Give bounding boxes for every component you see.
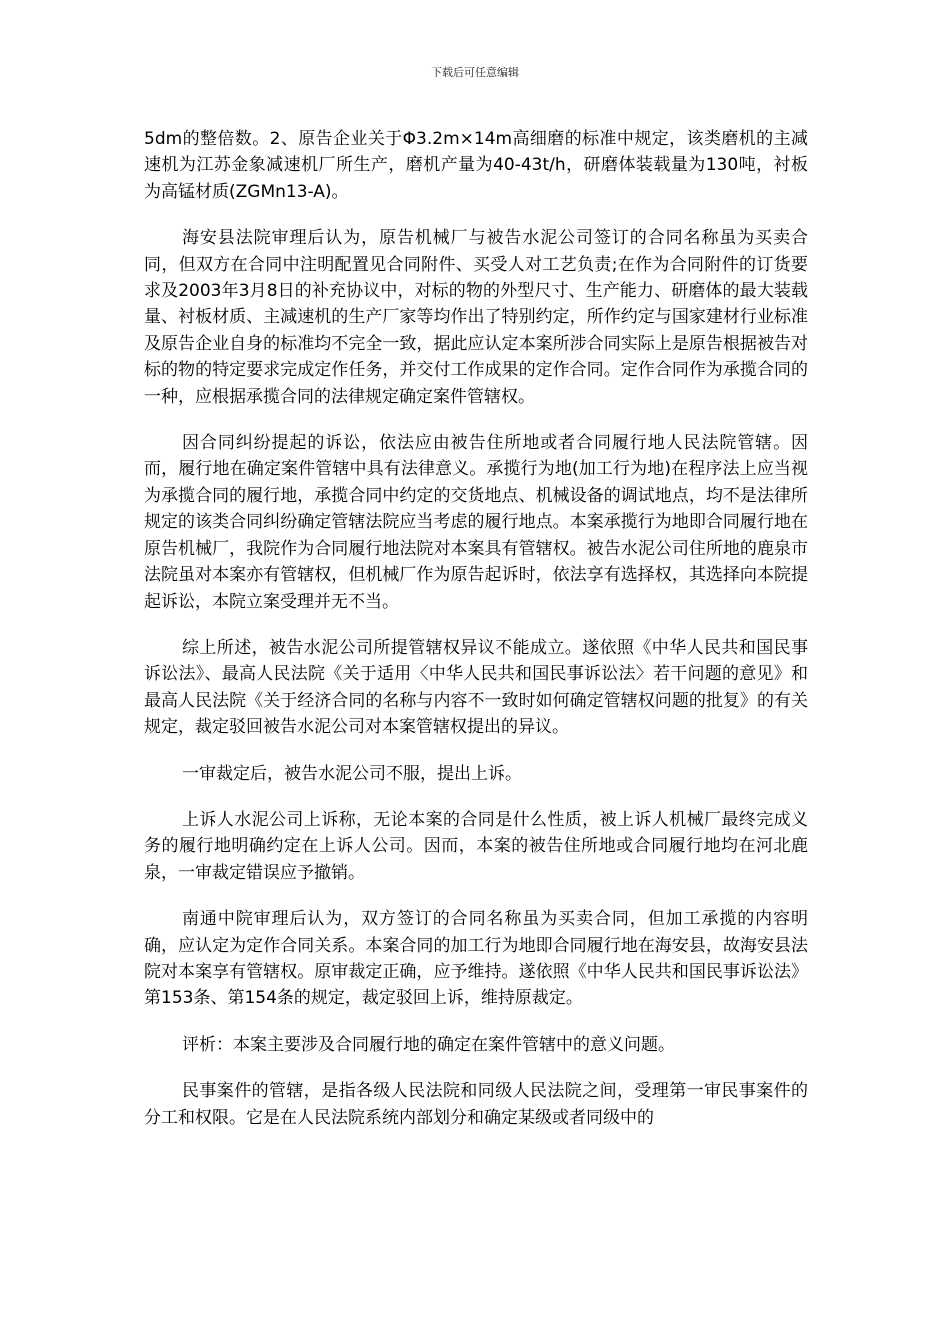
paragraph-continuation: 5dm的整倍数。2、原告企业关于Φ3.2m×14m高细磨的标准中规定，该类磨机的主减速机为江苏金象减速机厂所生产，磨机产量为40-43t/h，研磨体装载量为130吨，衬板为高锰材质(ZGMn13-A)。 <box>144 129 808 202</box>
paragraph-appeal-filed: 一审裁定后，被告水泥公司不服，提出上诉。 <box>182 763 522 784</box>
paragraph-conclusion: 综上所述，被告水泥公司所提管辖权异议不能成立。遂依照《中华人民共和国民事诉讼法》、最高人民法院《关于适用〈中华人民共和国民事诉讼法〉若干问题的意见》和最高人民法院《关于经济合同的名称与内容不一致时如何确定管辖权问题的批复》的有关规定，裁定驳回被告水泥公司对本案管辖权提出的异议。 <box>144 637 808 738</box>
document-body <box>144 126 808 1151</box>
paragraph-analysis: 评析：本案主要涉及合同履行地的确定在案件管辖中的意义问题。 <box>182 1034 675 1055</box>
page-header-note: 下载后可任意编辑 <box>431 66 519 79</box>
paragraph-second-instance-ruling: 南通中院审理后认为，双方签订的合同名称虽为买卖合同，但加工承揽的内容明确，应认定为定作合同关系。本案合同的加工行为地即合同履行地在海安县，故海安县法院对本案享有管辖权。原审裁定正确，应予维持。遂依照《中华人民共和国民事诉讼法》第153条、第154条的规定，裁定驳回上诉，维持原裁定。 <box>144 909 808 1009</box>
paragraph-first-instance-ruling: 海安县法院审理后认为，原告机械厂与被告水泥公司签订的合同名称虽为买卖合同，但双方在合同中注明配置见合同附件、买受人对工艺负责;在作为合同附件的订货要求及2003年3月8日的补充协议中，对标的物的外型尺寸、生产能力、研磨体的最大装载量、衬板材质、主减速机的生产厂家等均作出了特别约定，所作约定与国家建材行业标准及原告企业自身的标准均不完全一致，据此应认定本案所涉合同实际上是原告根据被告对标的物的特定要求完成定作任务，并交付工作成果的定作合同。定作合同作为承揽合同的一种，应根据承揽合同的法律规定确定案件管辖权。 <box>144 228 808 407</box>
paragraph-appellant-claim: 上诉人水泥公司上诉称，无论本案的合同是什么性质，被上诉人机械厂最终完成义务的履行地明确约定在上诉人公司。因而，本案的被告住所地或合同履行地均在河北鹿泉，一审裁定错误应予撤销。 <box>144 809 808 883</box>
paragraph-jurisdiction-definition: 民事案件的管辖，是指各级人民法院和同级人民法院之间，受理第一审民事案件的分工和权限。它是在人民法院系统内部划分和确定某级或者同级中的 <box>144 1081 808 1128</box>
paragraph-jurisdiction-reasoning: 因合同纠纷提起的诉讼，依法应由被告住所地或者合同履行地人民法院管辖。因而，履行地在确定案件管辖中具有法律意义。承揽行为地(加工行为地)在程序法上应当视为承揽合同的履行地，承揽合同中约定的交货地点、机械设备的调试地点，均不是法律所规定的该类合同纠纷确定管辖法院应当考虑的履行地点。本案承揽行为地即合同履行地在原告机械厂，我院作为合同履行地法院对本案具有管辖权。被告水泥公司住所地的鹿泉市法院虽对本案亦有管辖权，但机械厂作为原告起诉时，依法享有选择权，其选择向本院提起诉讼，本院立案受理并无不当。 <box>144 433 808 612</box>
